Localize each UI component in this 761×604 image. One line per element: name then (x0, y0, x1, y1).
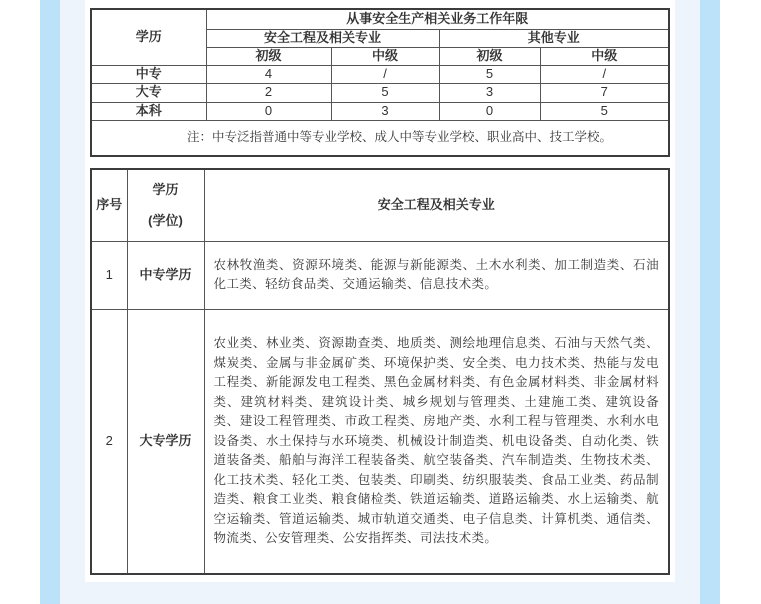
other-major-group-header: 其他专业 (439, 29, 669, 47)
education-header-cell: 学历 (91, 9, 206, 65)
level-header-cell: 中级 (331, 47, 439, 65)
cell-value: 7 (540, 83, 669, 102)
row-majors-text: 农林牧渔类、资源环境类、能源与新能源类、土木水利类、加工制造类、石油化工类、轻纺食品类、交通运输类、信息技术类。 (204, 241, 669, 309)
level-header-cell: 初级 (206, 47, 331, 65)
row-index: 2 (91, 309, 127, 574)
cell-value: 0 (206, 102, 331, 120)
safety-major-group-header: 安全工程及相关专业 (206, 29, 439, 47)
table-row (91, 65, 669, 83)
level-header-cell: 中级 (540, 47, 669, 65)
row-index: 1 (91, 241, 127, 309)
cell-value: / (540, 65, 669, 83)
row-label: 大专 (91, 83, 206, 102)
row-label: 本科 (91, 102, 206, 120)
cell-value: 0 (439, 102, 540, 120)
table-row (91, 241, 669, 309)
right-accent-stripe (700, 0, 720, 604)
level-header-cell: 初级 (439, 47, 540, 65)
work-years-table (90, 8, 670, 157)
education-header-line1: 学历 (152, 181, 179, 197)
majors-detail-table (90, 168, 670, 575)
table-note: 注：中专泛指普通中等专业学校、成人中等专业学校、职业高中、技工学校。 (91, 120, 669, 156)
table-header-row (91, 9, 669, 29)
cell-value: 5 (540, 102, 669, 120)
cell-value: / (331, 65, 439, 83)
index-header-cell: 序号 (91, 169, 127, 241)
table-note-row (91, 120, 669, 156)
row-majors-text: 农业类、林业类、资源勘查类、地质类、测绘地理信息类、石油与天然气类、煤炭类、金属与非金属矿类、环境保护类、安全类、电力技术类、热能与发电工程类、新能源发电工程类、黑色金属材料类、有色金属材料类、非金属材料类、建筑材料类、建筑设计类、城乡规划与管理类、土建施工类、建筑设备类、建设工程管理类、市政工程类、房地产类、水利工程与管理类、水利水电设备类、水土保持与水环境类、机械设计制造类、机电设备类、自动化类、铁道装备类、船舶与海洋工程装备类、航空装备类、汽车制造类、生物技术类、化工技术类、轻化工类、包装类、印刷类、纺织服装类、食品工业类、药品制造类、粮食工业类、粮食储检类、铁道运输类、道路运输类、水上运输类、航空运输类、管道运输类、城市轨道交通类、电子信息类、计算机类、通信类、物流类、公安管理类、公安指挥类、司法技术类。 (204, 309, 669, 574)
row-education: 中专学历 (127, 241, 204, 309)
education-degree-header-cell (127, 169, 204, 241)
table-header-row (91, 169, 669, 241)
cell-value: 5 (331, 83, 439, 102)
row-education: 大专学历 (127, 309, 204, 574)
work-years-header-cell: 从事安全生产相关业务工作年限 (206, 9, 669, 29)
table-row (91, 102, 669, 120)
cell-value: 2 (206, 83, 331, 102)
cell-value: 5 (439, 65, 540, 83)
cell-value: 3 (331, 102, 439, 120)
left-accent-stripe (40, 0, 60, 604)
table-row (91, 83, 669, 102)
cell-value: 4 (206, 65, 331, 83)
table-row (91, 309, 669, 574)
education-header-line2: (学位) (148, 212, 183, 228)
major-header-cell: 安全工程及相关专业 (204, 169, 669, 241)
cell-value: 3 (439, 83, 540, 102)
row-label: 中专 (91, 65, 206, 83)
